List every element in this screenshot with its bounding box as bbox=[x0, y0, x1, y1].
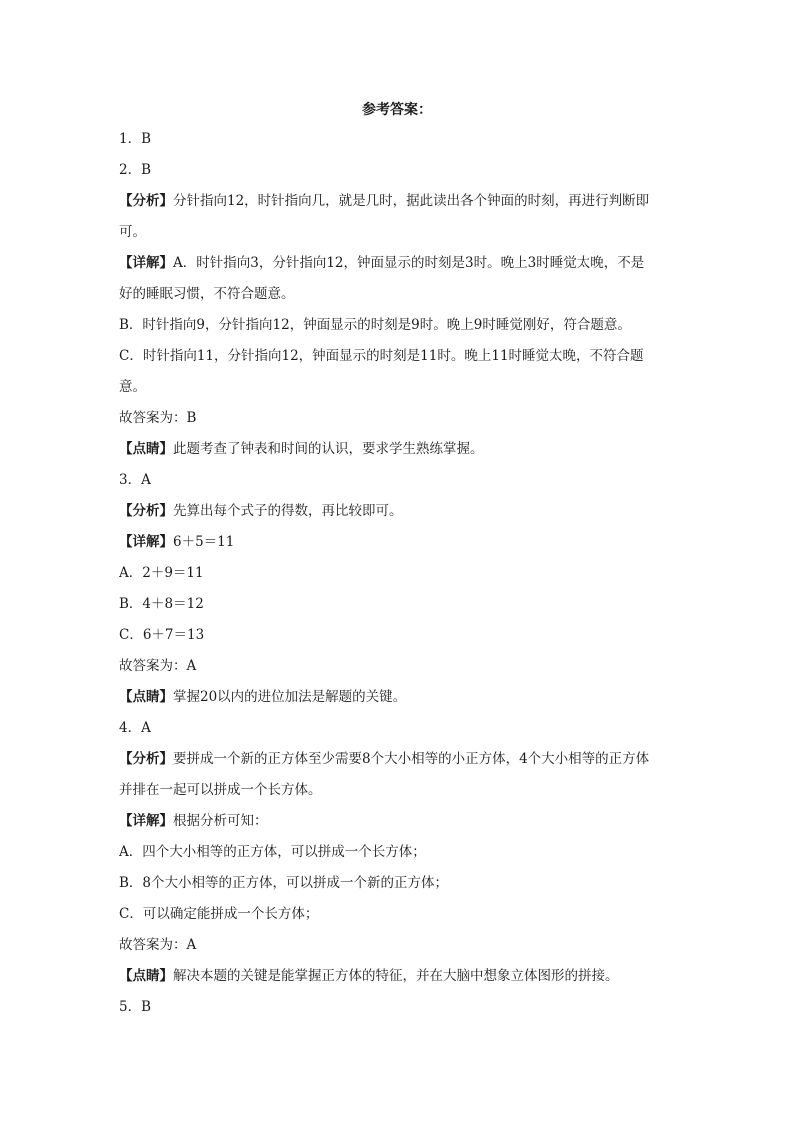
line-text: 1．B bbox=[119, 131, 152, 147]
section-tag: 【分析】 bbox=[119, 193, 173, 209]
text-line bbox=[119, 465, 679, 496]
text-line bbox=[119, 403, 679, 434]
line-text: C．可以确定能拼成一个长方体； bbox=[119, 906, 319, 922]
line-text: 意。 bbox=[119, 379, 146, 395]
line-text: 5．B bbox=[119, 999, 152, 1015]
line-text: C．时针指向11，分针指向12，钟面显示的时刻是11时。晚上11时睡觉太晚，不符合题 bbox=[119, 348, 644, 364]
line-text: 并排在一起可以拼成一个长方体。 bbox=[119, 782, 322, 798]
page-title: 参考答案： bbox=[362, 102, 432, 118]
text-line bbox=[119, 868, 679, 899]
text-line bbox=[119, 558, 679, 589]
line-text: 故答案为：A bbox=[119, 937, 197, 953]
text-line bbox=[119, 124, 679, 155]
text-line bbox=[119, 248, 679, 279]
text-line bbox=[119, 620, 679, 651]
line-text: 3．A bbox=[119, 472, 151, 488]
text-line bbox=[119, 992, 679, 1023]
text-line bbox=[119, 155, 679, 186]
line-text: 先算出每个式子的得数，再比较即可。 bbox=[173, 503, 403, 519]
text-line bbox=[119, 775, 679, 806]
section-tag: 【分析】 bbox=[119, 503, 173, 519]
line-text: 故答案为：B bbox=[119, 410, 197, 426]
line-text: 好的睡眠习惯，不符合题意。 bbox=[119, 286, 295, 302]
line-text: 根据分析可知： bbox=[173, 813, 268, 829]
text-line bbox=[119, 434, 679, 465]
text-line bbox=[119, 496, 679, 527]
text-line bbox=[119, 713, 679, 744]
line-text: A．2＋9＝11 bbox=[119, 565, 204, 581]
text-line bbox=[119, 930, 679, 961]
text-line bbox=[119, 310, 679, 341]
line-text: A．四个大小相等的正方体，可以拼成一个长方体； bbox=[119, 844, 426, 860]
section-tag: 【点睛】 bbox=[119, 441, 173, 457]
text-line bbox=[119, 186, 679, 217]
line-text: B．4＋8＝12 bbox=[119, 596, 204, 612]
text-line bbox=[119, 899, 679, 930]
line-text: A．时针指向3，分针指向12，钟面显示的时刻是3时。晚上3时睡觉太晚，不是 bbox=[173, 255, 645, 271]
line-text: 故答案为：A bbox=[119, 658, 197, 674]
section-tag: 【点睛】 bbox=[119, 689, 173, 705]
text-line bbox=[119, 217, 679, 248]
line-text: 解决本题的关键是能掌握正方体的特征，并在大脑中想象立体图形的拼接。 bbox=[173, 968, 619, 984]
text-line bbox=[119, 651, 679, 682]
answer-content bbox=[119, 124, 679, 1023]
text-line bbox=[119, 961, 679, 992]
line-text: 4．A bbox=[119, 720, 151, 736]
line-text: 要拼成一个新的正方体至少需要8个大小相等的小正方体，4个大小相等的正方体 bbox=[173, 751, 650, 767]
text-line bbox=[119, 372, 679, 403]
line-text: 可。 bbox=[119, 224, 146, 240]
section-tag: 【分析】 bbox=[119, 751, 173, 767]
text-line bbox=[119, 806, 679, 837]
text-line bbox=[119, 744, 679, 775]
section-tag: 【点睛】 bbox=[119, 968, 173, 984]
line-text: C．6＋7＝13 bbox=[119, 627, 205, 643]
text-line bbox=[119, 589, 679, 620]
text-line bbox=[119, 837, 679, 868]
text-line bbox=[119, 279, 679, 310]
line-text: B．8个大小相等的正方体，可以拼成一个新的正方体； bbox=[119, 875, 449, 891]
line-text: 此题考查了钟表和时间的认识，要求学生熟练掌握。 bbox=[173, 441, 484, 457]
text-line bbox=[119, 527, 679, 558]
line-text: 2．B bbox=[119, 162, 152, 178]
section-tag: 【详解】 bbox=[119, 534, 173, 550]
section-tag: 【详解】 bbox=[119, 813, 173, 829]
section-tag: 【详解】 bbox=[119, 255, 173, 271]
line-text: 分针指向12，时针指向几，就是几时，据此读出各个钟面的时刻，再进行判断即 bbox=[173, 193, 650, 209]
line-text: 掌握20以内的进位加法是解题的关键。 bbox=[173, 689, 407, 705]
text-line bbox=[119, 682, 679, 713]
line-text: 6＋5＝11 bbox=[173, 534, 235, 550]
line-text: B．时针指向9，分针指向12，钟面显示的时刻是9时。晚上9时睡觉刚好，符合题意。 bbox=[119, 317, 631, 333]
text-line bbox=[119, 341, 679, 372]
